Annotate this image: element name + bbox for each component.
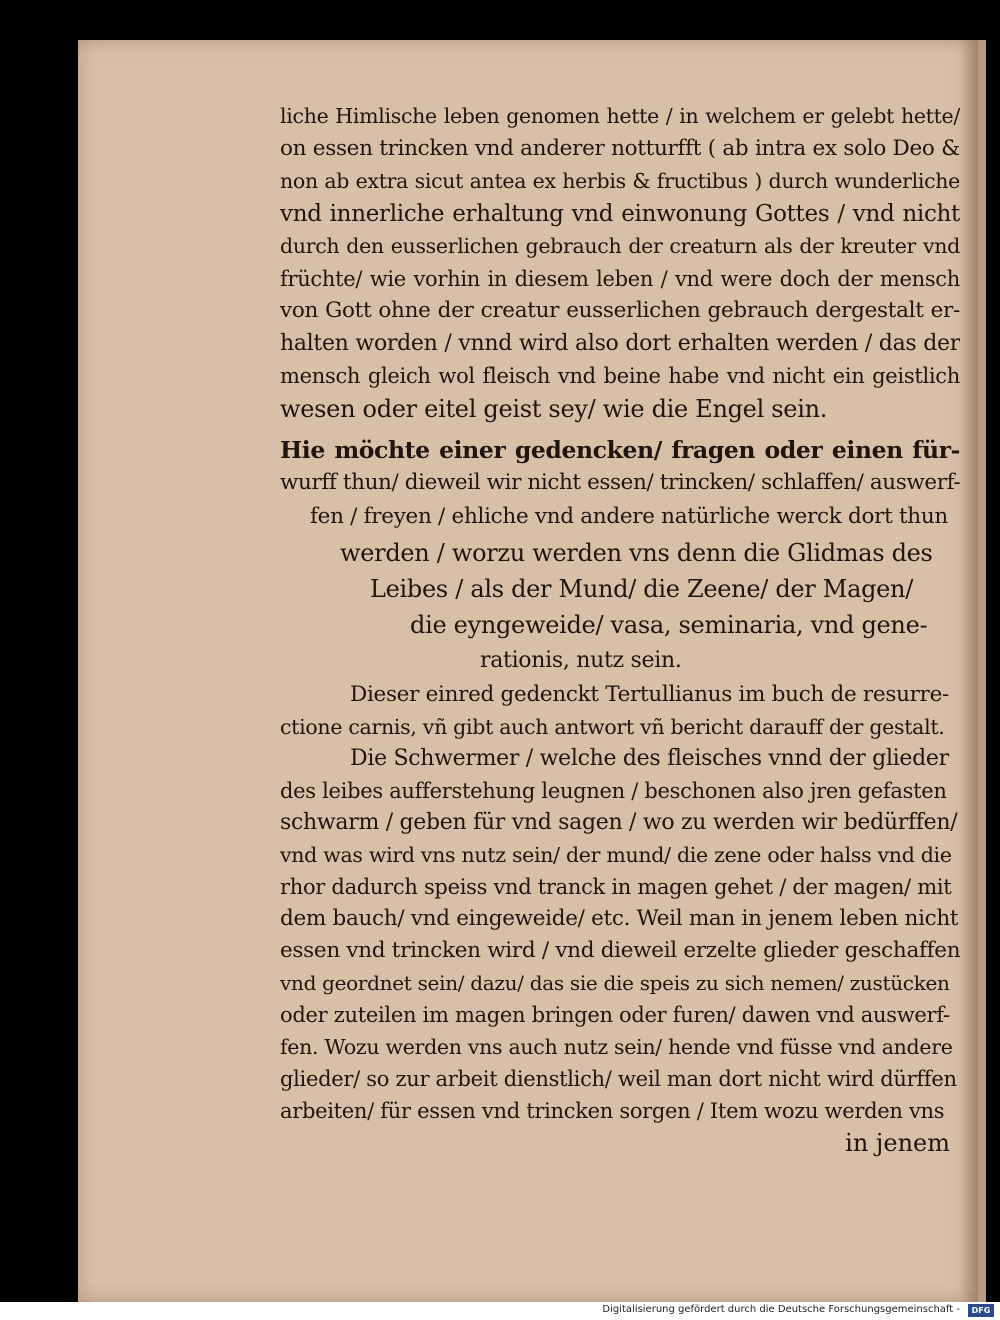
heading-line-7: rationis, nutz sein. xyxy=(480,648,682,673)
heading-line-6: die eyngeweide/ vasa, seminaria, vnd gene- xyxy=(410,611,928,639)
page-text-block xyxy=(280,100,960,1159)
heading-line-2: wurff thun/ dieweil wir nicht essen/ trincken/ schlaffen/ auswerf- xyxy=(280,470,961,495)
para-line-13: glieder/ so zur arbeit dienstlich/ weil man dort nicht wird dürffen xyxy=(280,1067,957,1091)
para-line-14: arbeiten/ für essen vnd trincken sorgen / Item wozu werden vns xyxy=(280,1099,945,1123)
heading-line-1: Hie möchte einer gedencken/ fragen oder einen für- xyxy=(280,436,960,464)
para-line-12: fen. Wozu werden vns auch nutz sein/ hende vnd füsse vnd andere xyxy=(280,1035,953,1059)
para-line-10: vnd geordnet sein/ dazu/ das sie die speis zu sich nemen/ zustücken xyxy=(280,971,950,995)
para-line-7: rhor dadurch speiss vnd tranck in magen gehet / der magen/ mit xyxy=(280,875,952,899)
catchword: in jenem xyxy=(845,1129,950,1157)
heading-line-3: fen / freyen / ehliche vnd andere natürliche werck dort thun xyxy=(310,504,948,529)
para-line-2: ctione carnis, vñ gibt auch antwort vñ bericht darauff der gestalt. xyxy=(280,715,945,739)
text-line-9: mensch gleich wol fleisch vnd beine habe vnd nicht ein geistlich xyxy=(280,364,960,388)
para-line-11: oder zuteilen im magen bringen oder furen/ dawen vnd auswerf- xyxy=(280,1003,950,1027)
page-gutter-shadow xyxy=(960,40,978,1302)
para-line-8: dem bauch/ vnd eingeweide/ etc. Weil man in jenem leben nicht xyxy=(280,906,959,931)
text-line-10: wesen oder eitel geist sey/ wie die Engel sein. xyxy=(280,394,828,423)
footer-credit: Digitalisierung gefördert durch die Deutsche Forschungsgemeinschaft - xyxy=(602,1304,960,1315)
para-line-5: schwarm / geben für vnd sagen / wo zu werden wir bedürffen/ xyxy=(280,810,958,835)
footer-bar xyxy=(0,1302,1000,1320)
para-line-4: des leibes aufferstehung leugnen / beschonen also jren gefasten xyxy=(280,779,947,803)
text-line-6: früchte/ wie vorhin in diesem leben / vnd were doch der mensch xyxy=(280,266,960,291)
para-line-1: Dieser einred gedenckt Tertullianus im buch de resurre- xyxy=(350,682,949,707)
text-line-8: halten worden / vnnd wird also dort erhalten werden / das der xyxy=(280,330,960,356)
spacer xyxy=(280,425,960,433)
text-line-3: non ab extra sicut antea ex herbis & fructibus ) durch wunderliche xyxy=(280,169,960,193)
text-line-5: durch den eusserlichen gebrauch der creaturn als der kreuter vnd xyxy=(280,234,960,258)
heading-line-4: werden / worzu werden vns denn die Glidmas des xyxy=(340,539,933,567)
para-line-6: vnd was wird vns nutz sein/ der mund/ die zene oder halss vnd die xyxy=(280,843,952,867)
heading-line-5: Leibes / als der Mund/ die Zeene/ der Magen/ xyxy=(370,575,913,603)
text-line-4: vnd innerliche erhaltung vnd einwonung Gottes / vnd nicht xyxy=(280,200,960,227)
dfg-logo-icon: DFG xyxy=(968,1304,994,1317)
text-line-7: von Gott ohne der creatur eusserlichen gebrauch dergestalt er- xyxy=(280,298,960,323)
para-line-3: Die Schwermer / welche des fleisches vnnd der glieder xyxy=(350,746,949,771)
text-line-1: liche Himlische leben genomen hette / in welchem er gelebt hette/ xyxy=(280,104,960,128)
para-line-9: essen vnd trincken wird / vnd dieweil erzelte glieder geschaffen xyxy=(280,938,961,963)
text-line-2: on essen trincken vnd anderer notturfft ( ab intra ex solo Deo & xyxy=(280,135,960,161)
